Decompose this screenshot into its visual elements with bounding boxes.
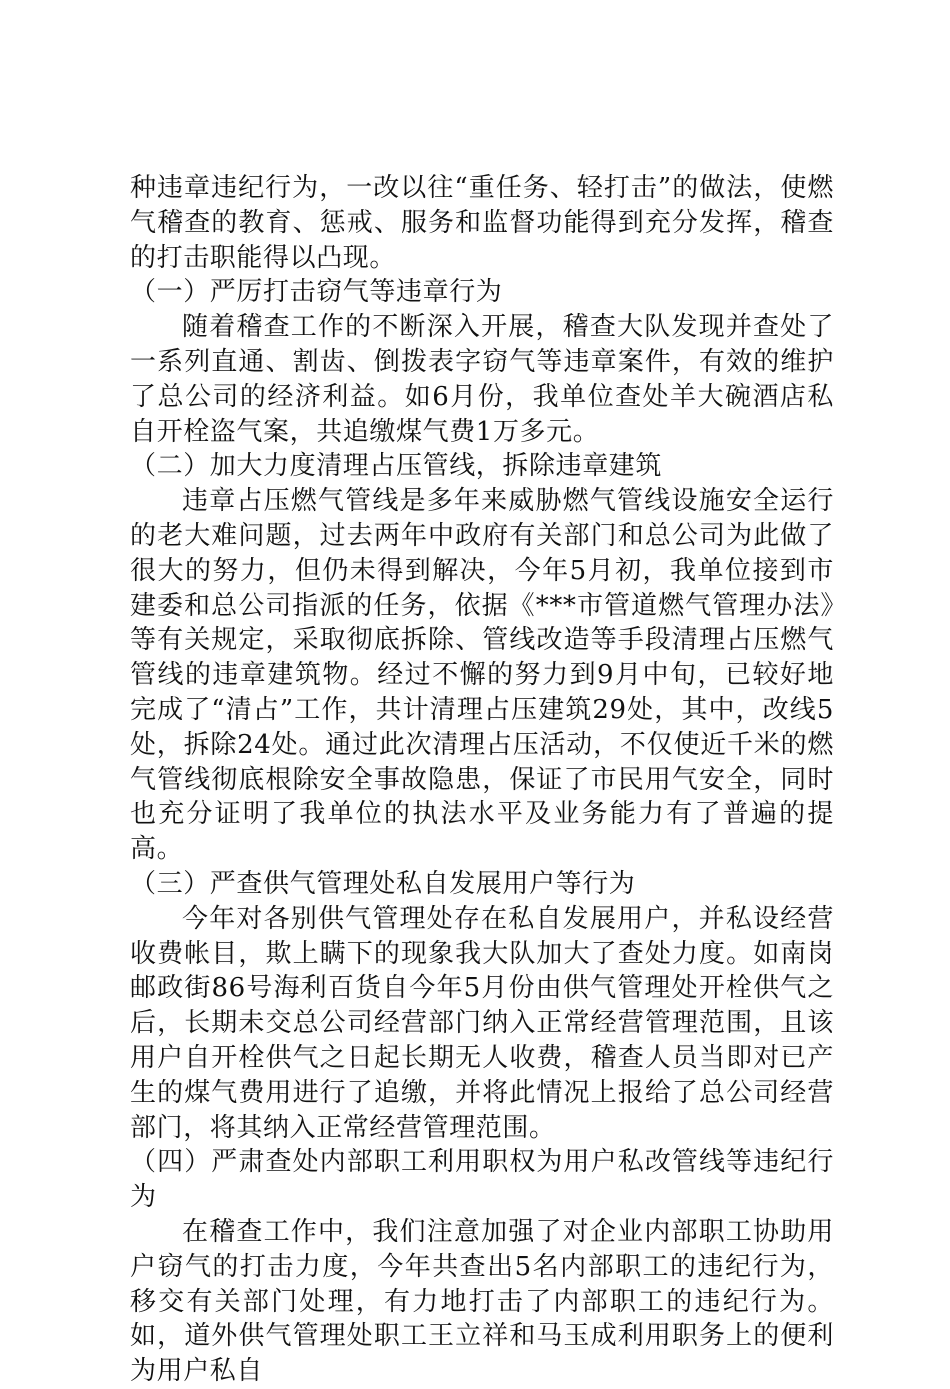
paragraph-section-4: 在稽查工作中，我们注意加强了对企业内部职工协助用户窃气的打击力度，今年共查出5名内部职工的违纪行为，移交有关部门处理，有力地打击了内部职工的违纪行为。如，道外供气管理处职工王立祥和马玉成利用职务上的便利为用户私自 [130, 1216, 834, 1387]
paragraph-continued: 种违章违纪行为，一改以往“重任务、轻打击”的做法，使燃气稽查的教育、惩戒、服务和监督功能得到充分发挥，稽查的打击职能得以凸现。 [130, 173, 834, 273]
paragraph-section-2: 违章占压燃气管线是多年来威胁燃气管线设施安全运行的老大难问题，过去两年中政府有关部门和总公司为此做了很大的努力，但仍未得到解决，今年5月初，我单位接到市建委和总公司指派的任务，依据《***市管道燃气管理办法》等有关规定，采取彻底拆除、管线改造等手段清理占压燃气管线的违章建筑物。经过不懈的努力到9月中旬，已较好地完成了“清占”工作，共计清理占压建筑29处，其中，改线5处，拆除24处。通过此次清理占压活动，不仅使近千米的燃气管线彻底根除安全事故隐患，保证了市民用气安全，同时也充分证明了我单位的执法水平及业务能力有了普遍的提高。 [130, 486, 834, 865]
paragraph-section-3: 今年对各别供气管理处存在私自发展用户，并私设经营收费帐目，欺上瞒下的现象我大队加大了查处力度。如南岗邮政街86号海利百货自今年5月份由供气管理处开栓供气之后，长期未交总公司经营部门纳入正常经营管理范围，且该用户自开栓供气之日起长期无人收费，稽查人员当即对已产生的煤气费用进行了追缴，并将此情况上报给了总公司经营部门，将其纳入正常经营管理范围。 [130, 903, 834, 1143]
section-heading-4: （四）严肃查处内部职工利用职权为用户私改管线等违纪行为 [130, 1147, 834, 1213]
section-heading-2: （二）加大力度清理占压管线，拆除违章建筑 [130, 451, 663, 482]
section-heading-3: （三）严查供气管理处私自发展用户等行为 [130, 868, 636, 899]
paragraph-section-1: 随着稽查工作的不断深入开展，稽查大队发现并查处了一系列直通、割齿、倒拨表字窃气等违章案件，有效的维护了总公司的经济利益。如6月份，我单位查处羊大碗酒店私自开栓盗气案，共追缴煤气费1万多元。 [130, 312, 834, 447]
section-heading-1: （一）严厉打击窃气等违章行为 [130, 277, 503, 308]
document-body [130, 171, 834, 1389]
